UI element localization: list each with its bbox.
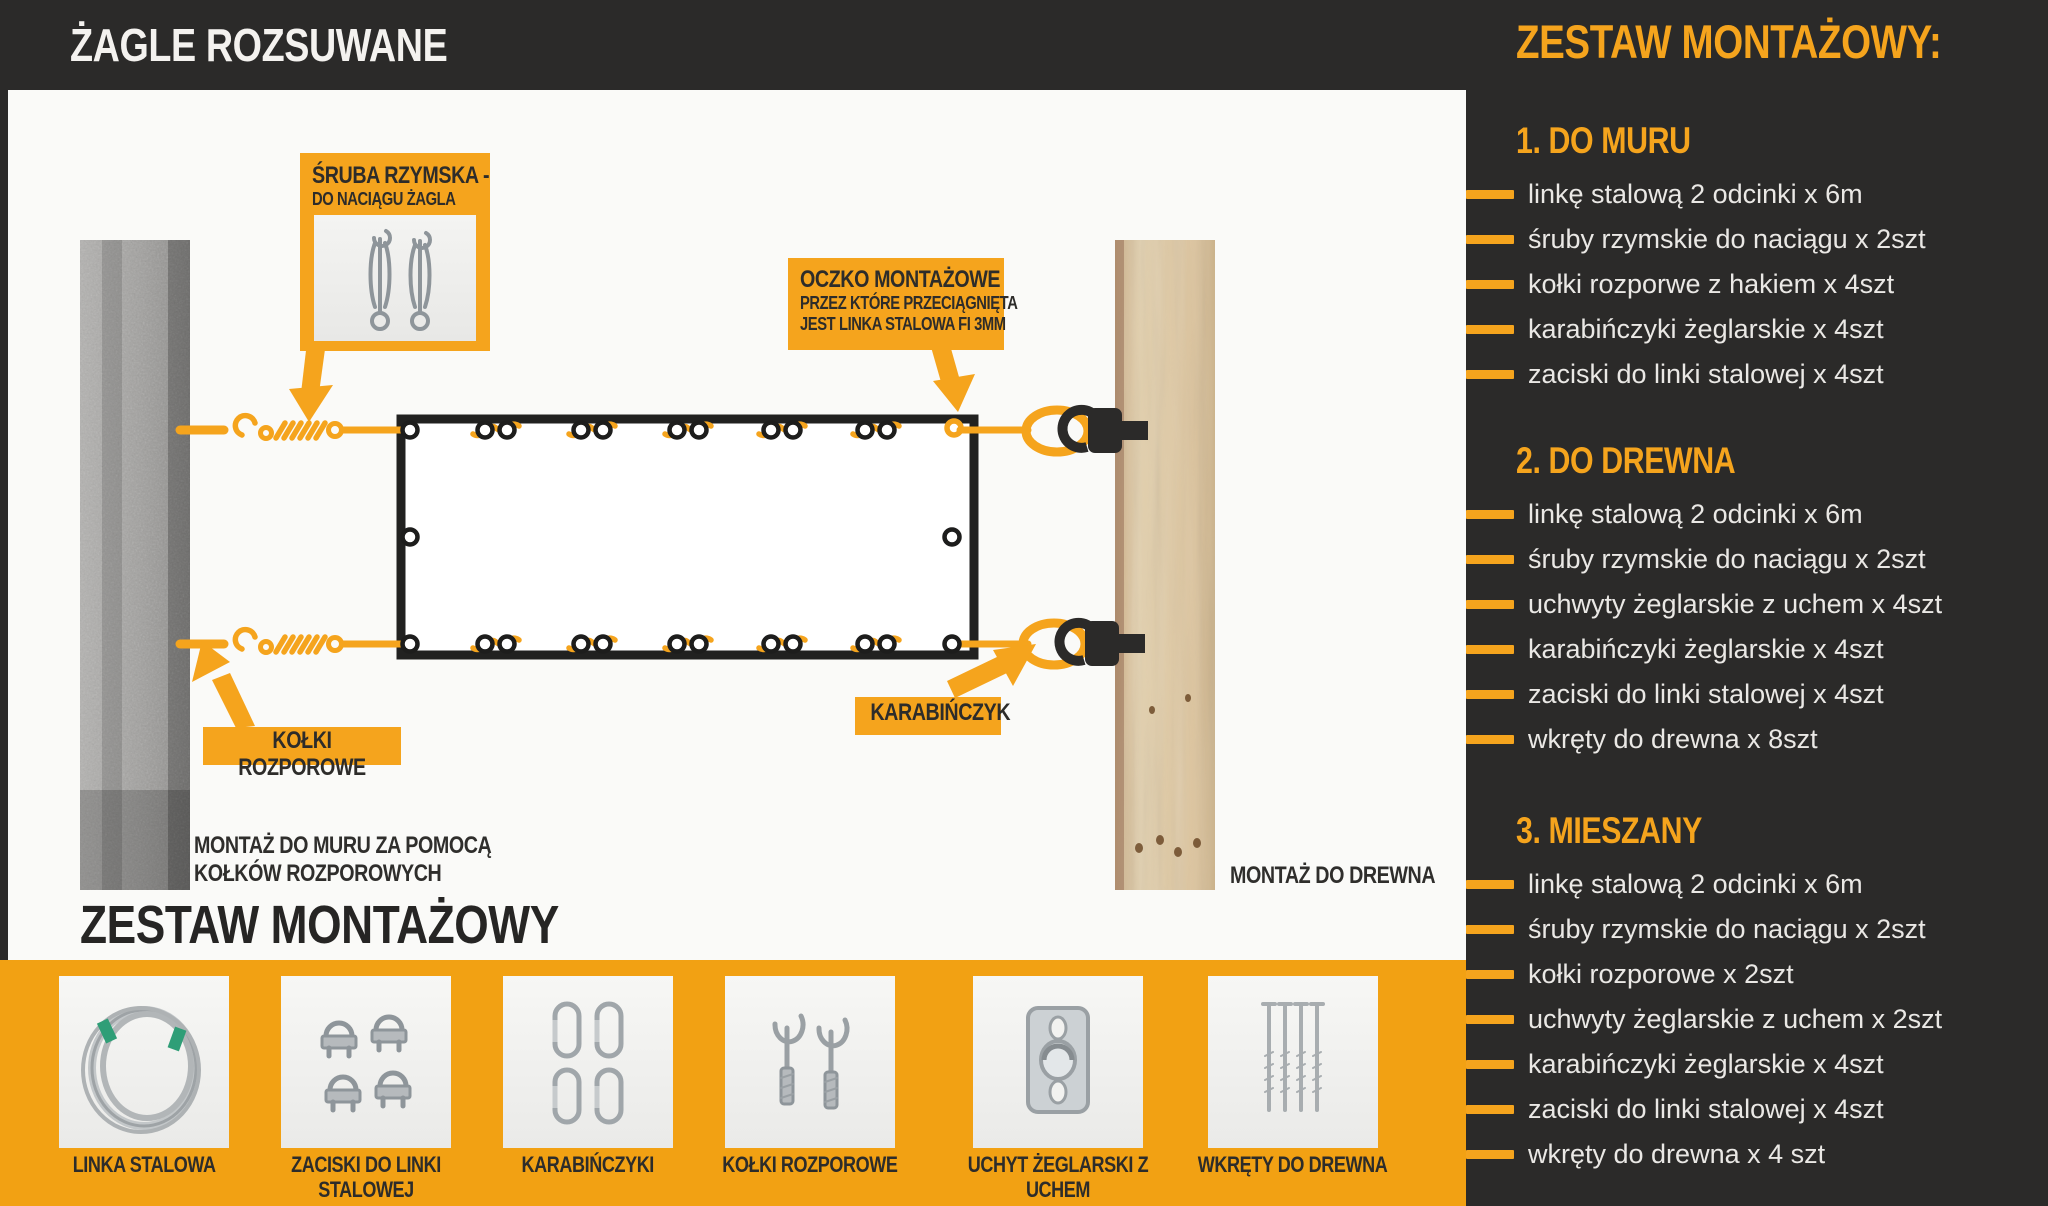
list-item: linkę stalową 2 odcinki x 6m: [1466, 492, 2048, 537]
dash-bullet: [1466, 1150, 1514, 1159]
page-title-text: ŻAGLE ROZSUWANE: [70, 19, 448, 71]
list-item: uchwyty żeglarskie z uchem x 2szt: [1466, 997, 2048, 1042]
product-card-uchyt-zeglarski: [973, 976, 1143, 1148]
product-card-karabinczyki: [503, 976, 673, 1148]
callout-oczko-line2: PRZEZ KTÓRE PRZECIĄGNIĘTA: [800, 293, 1018, 313]
dash-bullet: [1466, 1015, 1514, 1024]
turnbuckle-icon: [314, 215, 476, 341]
list-item: wkręty do drewna x 8szt: [1466, 717, 2048, 762]
dash-bullet: [1466, 735, 1514, 744]
list-item: zaciski do linki stalowej x 4szt: [1466, 352, 2048, 397]
sidebar-list-do-muru: [1466, 172, 2048, 397]
dash-bullet: [1466, 280, 1514, 289]
sidebar-list-do-drewna: [1466, 492, 2048, 762]
callout-oczko-line1: OCZKO MONTAŻOWE: [800, 266, 1001, 293]
product-strip: [0, 960, 1466, 1206]
dash-bullet: [1466, 235, 1514, 244]
dash-bullet: [1466, 1060, 1514, 1069]
product-label: ZACISKI DO LINKI STALOWEJ: [291, 1152, 441, 1202]
list-item: śruby rzymskie do naciągu x 2szt: [1466, 907, 2048, 952]
callout-kolki-rozporowe: KOŁKI ROZPOROWE: [203, 727, 401, 765]
dash-bullet: [1466, 510, 1514, 519]
sail-rectangle: [401, 419, 974, 655]
dash-bullet: [1466, 645, 1514, 654]
list-item: kołki rozporwe z hakiem x 4szt: [1466, 262, 2048, 307]
list-item: karabińczyki żeglarskie x 4szt: [1466, 1042, 2048, 1087]
dash-bullet: [1466, 370, 1514, 379]
list-item: śruby rzymskie do naciągu x 2szt: [1466, 217, 2048, 262]
dash-bullet: [1466, 970, 1514, 979]
dash-bullet: [1466, 690, 1514, 699]
product-label: UCHYT ŻEGLARSKI Z UCHEM: [967, 1152, 1149, 1202]
sidebar-zestaw-montazowy: [1466, 0, 2048, 1206]
carabiners-icon: [503, 976, 673, 1148]
pad-eye-plate-icon: [973, 976, 1143, 1148]
list-item: zaciski do linki stalowej x 4szt: [1466, 672, 2048, 717]
page-title: [70, 18, 530, 72]
list-item: karabińczyki żeglarskie x 4szt: [1466, 627, 2048, 672]
section-heading-zestaw-montazowy: ZESTAW MONTAŻOWY: [80, 895, 559, 955]
concrete-wall: [80, 240, 190, 890]
product-card-wkrety: [1208, 976, 1378, 1148]
dash-bullet: [1466, 925, 1514, 934]
sail-grommet-left-mid: [403, 530, 418, 545]
diagram-panel: [8, 90, 1466, 960]
list-item: karabińczyki żeglarskie x 4szt: [1466, 307, 2048, 352]
product-card-linka-stalowa: [59, 976, 229, 1148]
wood-screws-icon: [1208, 976, 1378, 1148]
dash-bullet: [1466, 880, 1514, 889]
turnbuckle-spring: [276, 423, 325, 438]
dash-bullet: [1466, 190, 1514, 199]
list-item: wkręty do drewna x 4 szt: [1466, 1132, 2048, 1177]
caption-montaz-do-muru: MONTAŻ DO MURU ZA POMOCĄ KOŁKÓW ROZPOROWYCH: [194, 832, 492, 887]
product-card-kolki-rozporowe: [725, 976, 895, 1148]
list-item: śruby rzymskie do naciągu x 2szt: [1466, 537, 2048, 582]
list-item: linkę stalową 2 odcinki x 6m: [1466, 172, 2048, 217]
callout-karabinczyk: KARABIŃCZYK: [855, 697, 1001, 735]
dash-bullet: [1466, 555, 1514, 564]
wooden-post: [1115, 240, 1215, 890]
product-label: LINKA STALOWA: [72, 1152, 216, 1177]
dash-bullet: [1466, 325, 1514, 334]
product-label: KOŁKI ROZPOROWE: [722, 1152, 898, 1177]
turnbuckle-photo: [314, 215, 476, 341]
list-item: uchwyty żeglarskie z uchem x 4szt: [1466, 582, 2048, 627]
caption-montaz-do-drewna: MONTAŻ DO DREWNA: [1230, 862, 1436, 889]
sidebar-list-mieszany: [1466, 862, 2048, 1177]
sidebar-heading-mieszany: 3. MIESZANY: [1516, 810, 1702, 851]
callout-sruba-line2: DO NACIĄGU ŻAGLA: [312, 189, 456, 209]
mounting-diagram: [8, 90, 1466, 960]
product-label: WKRĘTY DO DREWNA: [1198, 1152, 1388, 1177]
callout-oczko-line3: JEST LINKA STALOWA FI 3MM: [800, 314, 1006, 334]
product-label: KARABIŃCZYKI: [521, 1152, 655, 1177]
sidebar-heading-do-muru: 1. DO MURU: [1516, 120, 1691, 161]
arrow-kolki-rozporowe: [192, 641, 255, 728]
wire-rope-clamps-icon: [281, 976, 451, 1148]
hook-anchors-icon: [725, 976, 895, 1148]
list-item: zaciski do linki stalowej x 4szt: [1466, 1087, 2048, 1132]
sidebar-heading-do-drewna: 2. DO DREWNA: [1516, 440, 1736, 481]
dash-bullet: [1466, 1105, 1514, 1114]
arrow-sruba-rzymska: [289, 342, 333, 422]
callout-sruba-line1: ŚRUBA RZYMSKA -: [312, 162, 490, 189]
callout-sruba-rzymska: [300, 153, 490, 351]
dash-bullet: [1466, 600, 1514, 609]
sidebar-title: ZESTAW MONTAŻOWY:: [1516, 15, 1942, 68]
callout-oczko-montazowe: [788, 258, 1018, 350]
cable-coil-icon: [59, 976, 229, 1148]
product-card-zaciski: [281, 976, 451, 1148]
sail-grommet-right-mid: [945, 530, 960, 545]
list-item: kołki rozporowe x 2szt: [1466, 952, 2048, 997]
list-item: linkę stalową 2 odcinki x 6m: [1466, 862, 2048, 907]
